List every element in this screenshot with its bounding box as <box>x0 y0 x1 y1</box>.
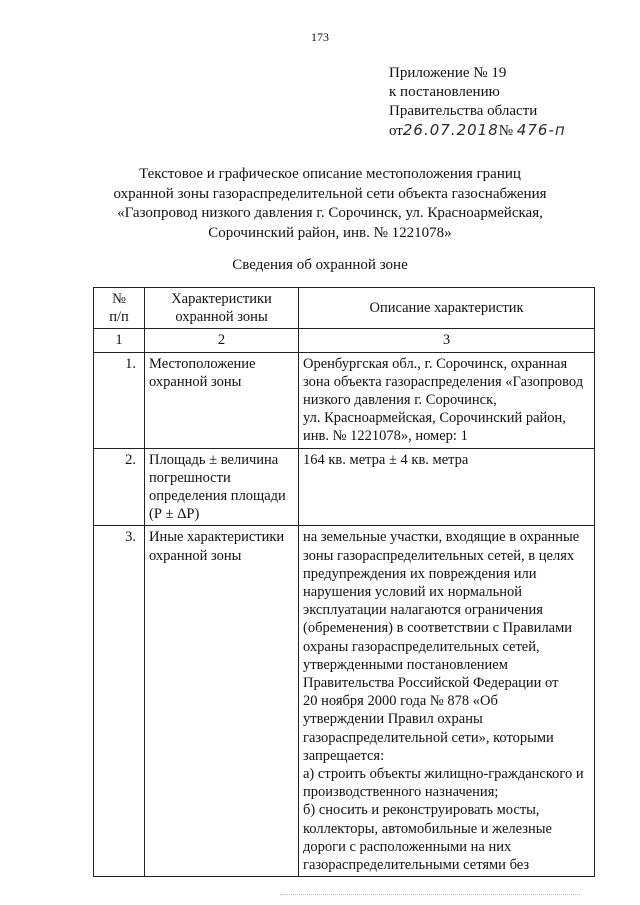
row-number: 1. <box>94 352 145 448</box>
row-characteristic: Площадь ± величина погрешности определения площади (Р ± ΔР) <box>145 448 299 526</box>
number-prefix: № <box>498 123 514 139</box>
header-col-characteristic: Характеристики охранной зоны <box>145 288 299 329</box>
table-header-row <box>94 288 595 329</box>
title-line-2: охранной зоны газораспределительной сети объекта газоснабжения <box>113 185 547 202</box>
table-row <box>94 526 595 877</box>
row-description: 164 кв. метра ± 4 кв. метра <box>299 448 595 526</box>
appendix-line-2: к постановлению <box>389 84 500 100</box>
scan-artifact-line <box>280 894 580 897</box>
title-line-4: Сорочинский район, инв. № 1221078» <box>208 224 452 241</box>
handwritten-date: 26.07.2018 <box>402 121 499 139</box>
appendix-block <box>389 64 566 141</box>
zone-table <box>93 287 595 877</box>
table-row <box>94 448 595 526</box>
index-cell-3: 3 <box>299 329 595 352</box>
row-description: Оренбургская обл., г. Сорочинск, охранная зона объекта газораспределения «Газопровод низкого давления г. Сорочинск, ул. Красноармейская, Сорочинский район, инв. № 1221078», номер: 1 <box>299 352 595 448</box>
table-row <box>94 352 595 448</box>
appendix-line-3: Правительства области <box>389 103 538 119</box>
title-line-1: Текстовое и графическое описание местоположения границ <box>139 166 521 182</box>
header-col-description: Описание характеристик <box>299 288 595 329</box>
appendix-line-1: Приложение № 19 <box>389 65 507 81</box>
date-prefix: от <box>389 123 403 139</box>
row-characteristic: Местоположение охранной зоны <box>145 352 299 448</box>
row-number: 2. <box>94 448 145 526</box>
document-title <box>60 165 600 243</box>
appendix-date-line <box>389 121 566 141</box>
row-number: 3. <box>94 526 145 877</box>
handwritten-number: 476-п <box>516 121 566 139</box>
index-row <box>94 329 595 352</box>
header-col-number: № п/п <box>94 288 145 329</box>
page-number: 173 <box>311 30 329 44</box>
title-line-3: «Газопровод низкого давления г. Сорочинск, ул. Красноармейская, <box>117 205 543 221</box>
index-cell-2: 2 <box>145 329 299 352</box>
row-characteristic: Иные характеристики охранной зоны <box>145 526 299 877</box>
index-cell-1: 1 <box>94 329 145 352</box>
row-description: на земельные участки, входящие в охранные зоны газораспределительных сетей, в целях предупреждения их повреждения или нарушения условий их нормальной эксплуатации налагаются ограничения (обременения) в соответствии с Правилами охраны газораспределительных сетей, утвержденными постановлением Правительства Российской Федерации от 20 ноября 2000 года № 878 «Об утверждении Правил охраны газораспределительной сети», которыми запрещается: а) строить объекты жилищно-гражданского и производственного назначения; б) сносить и реконструировать мосты, коллекторы, автомобильные и железные дороги с расположенными на них газораспределительными сетями без <box>299 526 595 877</box>
section-subtitle: Сведения об охранной зоне <box>232 257 408 273</box>
